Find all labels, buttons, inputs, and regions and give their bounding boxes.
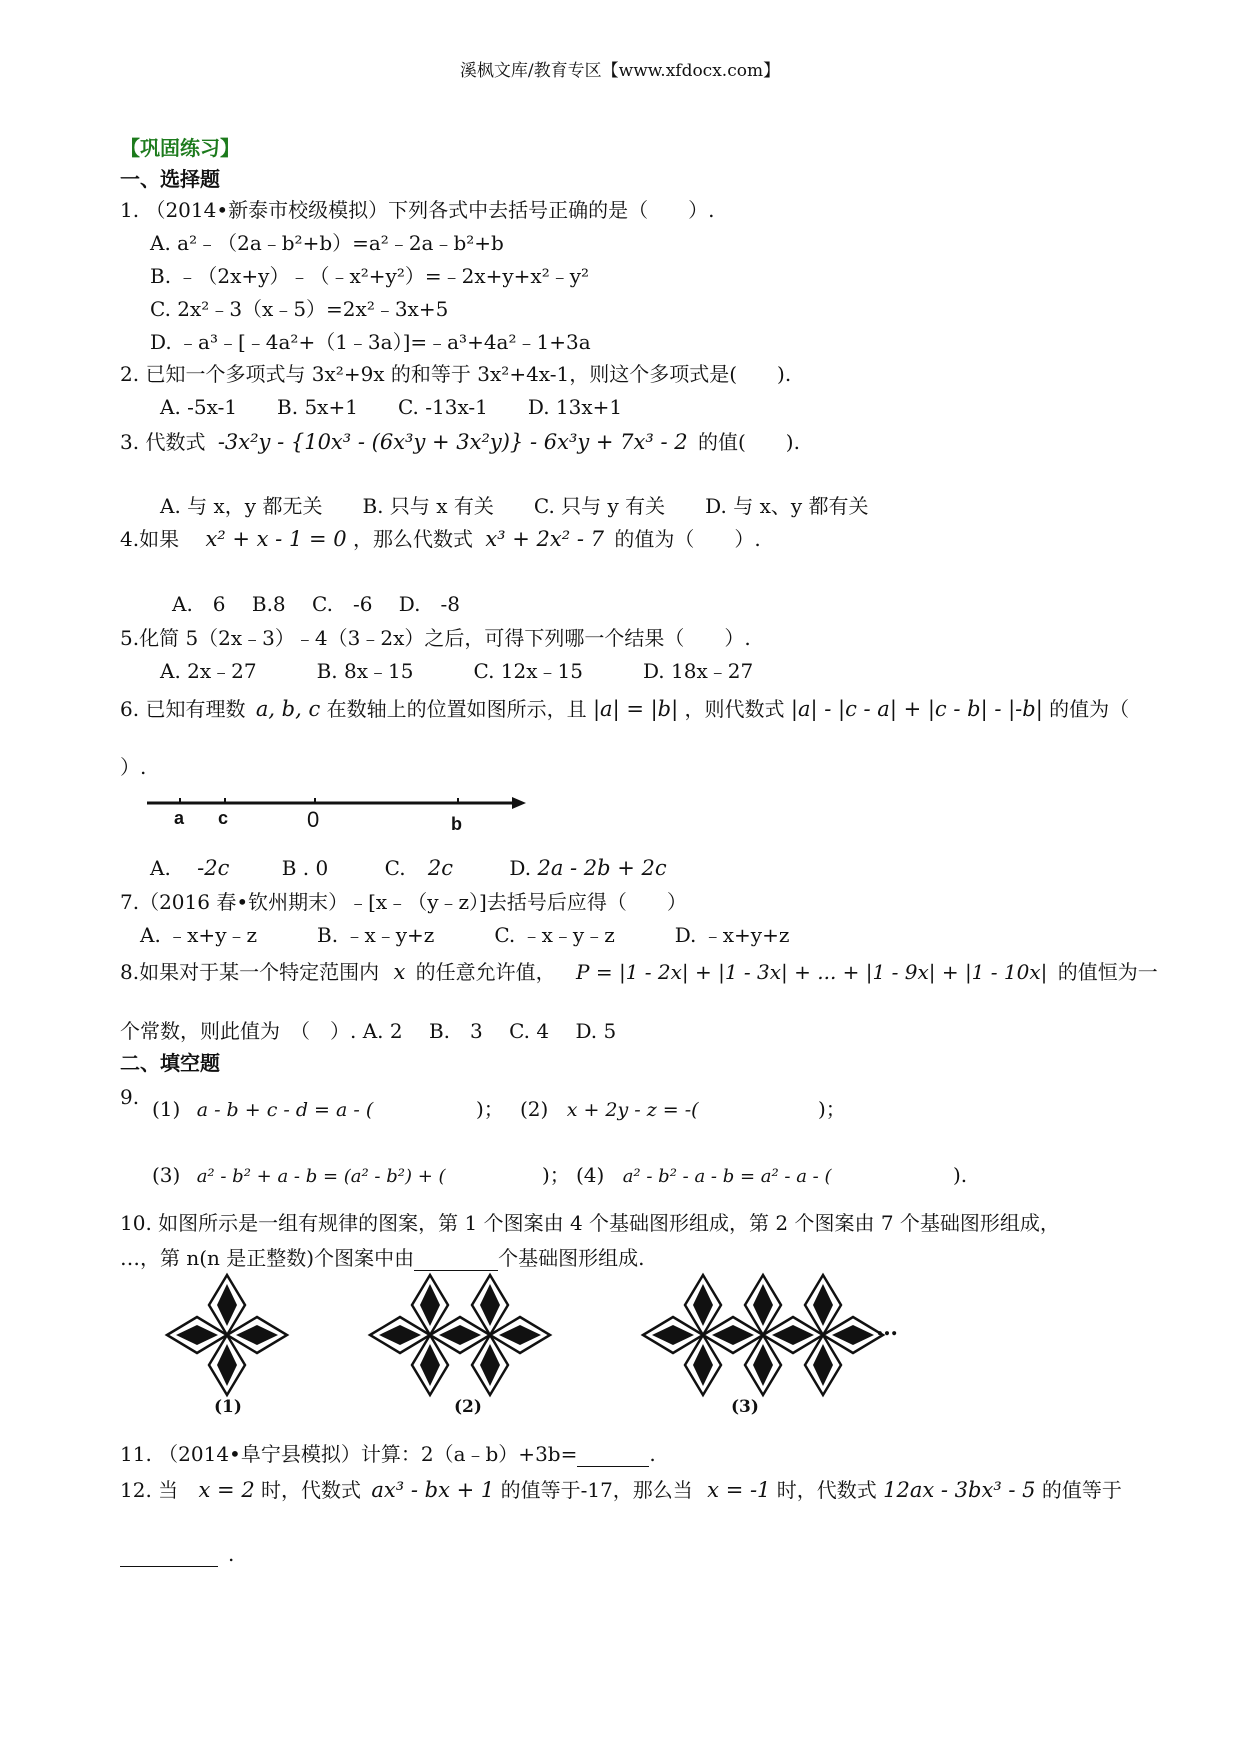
q8-mid: 的任意允许值， [415,960,556,984]
q4-stem [120,527,761,551]
q3-prefix: 3. 代数式 [120,430,206,454]
q4-mid: ，那么代数式 [352,527,473,551]
q4-prefix: 4.如果 [120,527,180,551]
q10-line1: 10. 如图所示是一组有规律的图案，第 1 个图案由 4 个基础图形组成，第 2 个图案由 7 个基础图形组成， [120,1211,1060,1235]
q6-expression: |a| - |c - a| + |c - b| - |-b| [790,697,1043,721]
q6-suffix: 的值为（ [1049,697,1130,721]
q10-line2 [120,1246,644,1271]
q2-options: A. -5x-1 B. 5x+1 C. -13x-1 D. 13x+1 [160,395,623,419]
q3-stem [120,430,800,454]
q6-vars: a, b, c [255,697,321,721]
q3-options: A. 与 x，y 都无关 B. 只与 x 有关 C. 只与 y 有关 D. 与 x、y 都有关 [160,494,869,518]
q12-condition1: x = 2 [198,1478,255,1502]
q9-part4-label: (4) [576,1163,605,1187]
q9-part4 [576,1163,832,1189]
q9-part2-end: )； [818,1097,846,1121]
q11-answer-blank[interactable] [577,1442,649,1467]
axis-label-a: a [174,808,185,828]
q12-answer-blank[interactable] [120,1542,218,1567]
q1-option-c: C. 2x²﹣3（x﹣5）=2x²﹣3x+5 [150,297,449,321]
q1-stem: 1. （2014•新泰市校级模拟）下列各式中去括号正确的是（ ）. [120,198,715,222]
q7-options: A. ﹣x+y﹣z B. ﹣x﹣y+z C. ﹣x﹣y﹣z D. ﹣x+y+z [140,923,790,947]
q8-expression: P = |1 - 2x| + |1 - 3x| + ... + |1 - 9x| + |1 - 10x| [576,960,1048,984]
pattern-figure-3 [643,1275,883,1395]
q12-suffix: 的值等于 [1041,1478,1122,1502]
q9-part2-label: (2) [520,1097,549,1121]
q6-stem [120,697,1129,721]
q12-stem [120,1478,1122,1502]
q7-stem: 7.（2016 春•钦州期末）﹣[x﹣（y﹣z）]去括号后应得（ ） [120,890,687,914]
q6-options [150,856,667,880]
q10-line2-text: …，第 n(n 是正整数)个图案中由 [120,1246,415,1270]
q12-mid1: 时，代数式 [261,1478,362,1502]
page-header: 溪枫文库/教育专区【www.xfdocx.com】 [459,61,781,81]
q10-line2-end: 个基础图形组成. [498,1246,645,1270]
fig-label-1: (1) [214,1397,242,1417]
q8-line2: 个常数，则此值为 （ ）. A. 2 B. 3 C. 4 D. 5 [120,1019,617,1043]
q3-suffix: 的值( ). [697,430,800,454]
q9-part3-label: (3) [152,1163,181,1187]
q6-number-line [140,795,540,835]
q5-options: A. 2x﹣27 B. 8x﹣15 C. 12x﹣15 D. 18x﹣27 [160,659,754,683]
q6-option-d: D. [509,856,532,880]
q8-suffix: 的值恒为一 [1057,960,1158,984]
q12-end: . [228,1542,235,1566]
q9-part3-expr: a² - b² + a - b = (a² - b²) + ( [196,1166,446,1187]
section-title: 【巩固练习】 [120,136,240,160]
q12-expression2: 12ax - 3bx³ - 5 [883,1478,1036,1502]
q6-mid: 在数轴上的位置如图所示，且 [326,697,587,721]
fig-label-2: (2) [454,1397,482,1417]
q6-option-a-expr: -2c [197,856,230,880]
q9-part2 [520,1097,699,1122]
q9-part1 [152,1097,373,1122]
q9-part1-label: (1) [152,1097,181,1121]
q1-option-d: D. ﹣a³﹣[﹣4a²+（1﹣3a）]=﹣a³+4a²﹣1+3a [150,330,591,354]
q9-part3-end: )； [542,1163,570,1187]
q1-option-b: B. ﹣（2x+y）﹣（﹣x²+y²）=﹣2x+y+x²﹣y² [150,264,590,288]
pattern-figure-1 [167,1275,287,1395]
q6-line2: ）. [120,755,147,779]
q4-options: A. 6 B.8 C. -6 D. -8 [172,592,460,616]
q9-part4-expr: a² - b² - a - b = a² - a - ( [622,1166,832,1187]
q2-stem: 2. 已知一个多项式与 3x²+9x 的和等于 3x²+4x-1，则这个多项式是( ). [120,362,792,386]
fig-label-3: (3) [731,1397,759,1417]
q12-mid2: 的值等于-17，那么当 [500,1478,693,1502]
q8-prefix: 8.如果对于某一个特定范围内 [120,960,380,984]
q4-suffix: 的值为（ ）. [614,527,761,551]
q9-part4-end: ). [953,1163,968,1187]
q4-expression: x³ + 2x² - 7 [485,527,604,551]
pattern-figure-2 [370,1275,550,1395]
q6-option-a: A. [150,856,171,880]
q6-option-c: C. [384,856,406,880]
part-two-heading: 二、填空题 [120,1051,220,1075]
q11-stem [120,1442,656,1467]
q11-text: 11. （2014•阜宁县模拟）计算：2（a﹣b）+3b= [120,1442,578,1466]
axis-label-zero: 0 [307,807,320,832]
q6-option-b: B . 0 [281,856,329,880]
q10-answer-blank[interactable] [414,1246,498,1271]
q9-number: 9. [120,1085,140,1109]
q10-pattern-figures [0,1270,1240,1420]
part-one-heading: 一、选择题 [120,167,220,191]
q8-stem [120,960,1158,984]
q9-part3 [152,1163,446,1189]
q6-option-c-expr: 2c [427,856,454,880]
q10-ellipsis: … [876,1315,898,1341]
q9-part2-expr: x + 2y - z = -( [566,1099,699,1121]
q11-end: . [649,1442,656,1466]
q12-prefix: 12. 当 [120,1478,179,1502]
q6-option-d-expr: 2a - 2b + 2c [537,856,667,880]
q9-part1-end: )； [476,1097,504,1121]
q5-stem: 5.化简 5（2x﹣3）﹣4（3﹣2x）之后，可得下列哪一个结果（ ）. [120,626,751,650]
axis-label-b: b [451,814,462,834]
q12-line2 [120,1542,234,1567]
q8-var: x [393,960,406,984]
axis-label-c: c [218,808,229,828]
q12-mid3: 时，代数式 [776,1478,877,1502]
q6-condition: |a| = |b| [592,697,679,721]
q4-condition: x² + x - 1 = 0 [205,527,347,551]
q3-expression: -3x²y - {10x³ - (6x³y + 3x²y)} - 6x³y + 7x³ - 2 [217,430,688,454]
q12-expression1: ax³ - bx + 1 [371,1478,495,1502]
q6-prefix: 6. 已知有理数 [120,697,246,721]
q12-condition2: x = -1 [707,1478,771,1502]
q6-mid2: ，则代数式 [684,697,785,721]
q9-part1-expr: a - b + c - d = a - ( [196,1099,374,1121]
q1-option-a: A. a²﹣（2a﹣b²+b）=a²﹣2a﹣b²+b [150,231,504,255]
